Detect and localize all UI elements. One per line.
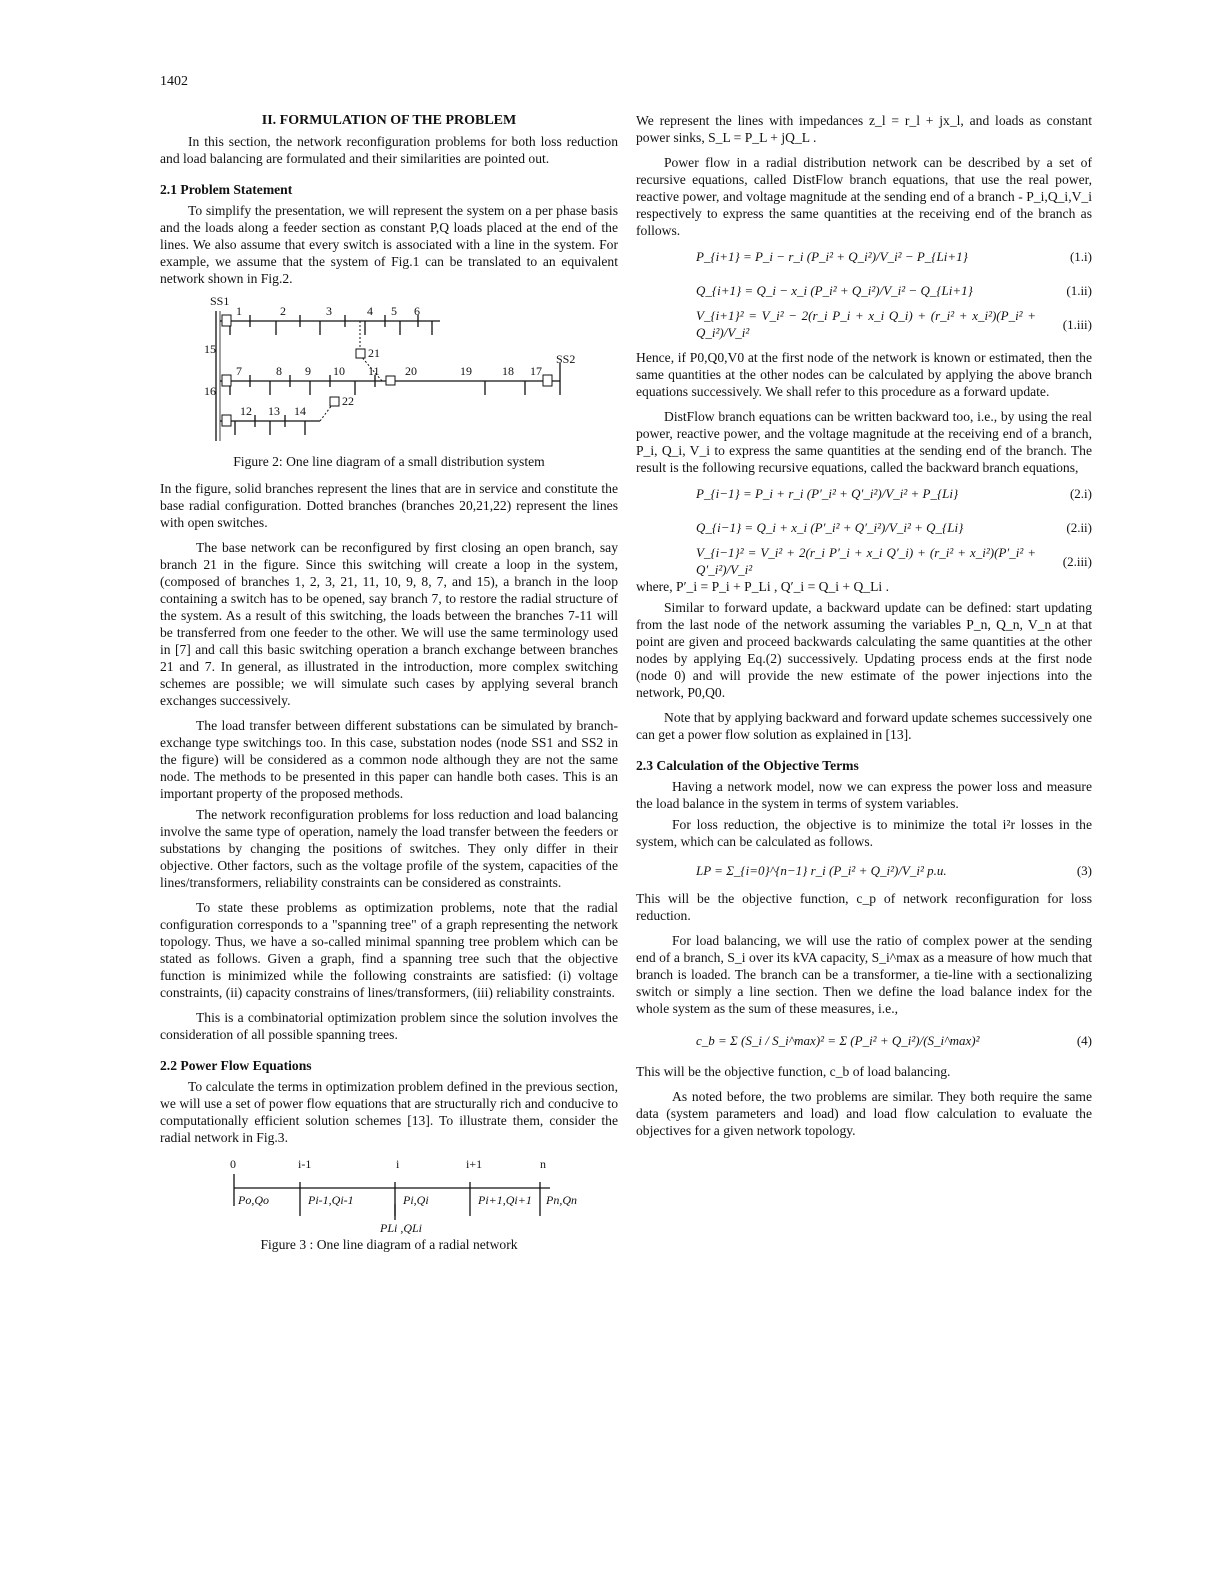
right-column [636,112,1092,1139]
equation-3 [636,850,1092,890]
fig3-flow-i+1: Pi+1,Qi+1 [478,1193,532,1207]
subsection-2-3-title: 2.3 Calculation of the Objective Terms [636,758,859,773]
impedance-paragraph: We represent the lines with impedances z_l = r_l + jx_l, and loads as constant power sinks, S_L = P_L + jQ_L . [636,113,1092,145]
subsection-2-2-title: 2.2 Power Flow Equations [160,1058,312,1073]
fig2-label-14: 14 [294,404,306,418]
section-title: II. FORMULATION OF THE PROBLEM [261,113,517,128]
backward-update-paragraph: Similar to forward update, a backward update can be defined: start updating from the last node of the network assuming the variables P_n, Q_n, V_n at that point are given and proceed backwards calculating the same quantities at the other nodes by applying Eq.(2) successively. Updating process ends at the first node (node 0) and will provide the new estimate of the power injections into the network, P0,Q0. [636,600,1092,700]
where-definition: where, P′_i = P_i + P_Li , Q′_i = Q_i + Q_Li . [636,579,889,594]
fig2-label-18: 18 [502,364,514,378]
network-reconfiguration-paragraph: The network reconfiguration problems for loss reduction and load balancing involve the same type of operation, namely the load transfer between the feeders or substations by changing the positions of switches. They only differ in their objective. Other factors, such as the voltage profile of the system, capacities of the lines/transformers, reliability constraints can be considered as constraints. [160,807,618,890]
fig2-label-16: 16 [204,384,216,398]
fig2-label-3: 3 [326,304,332,318]
fig3-flow-n: Pn,Qn [546,1193,577,1207]
equation-2i-number: (2.i) [1069,485,1092,501]
fig2-label-7: 7 [236,364,242,378]
equation-1iii-body: V_{i+1}² = V_i² − 2(r_i P_i + x_i Q_i) + (r_i² + x_i²)(P_i² + Q_i²)/V_i² [696,308,1036,340]
equation-1iii-number: (1.iii) [1062,316,1092,332]
loss-objective-paragraph: This will be the objective function, c_p of network reconfiguration for loss reduction. [636,891,1092,923]
equation-1ii-body: Q_{i+1} = Q_i − x_i (P_i² + Q_i²)/V_i² − Q_{Li+1} [696,282,973,298]
equation-4-body: c_b = Σ (S_i / S_i^max)² = Σ (P_i² + Q_i²)/(S_i^max)² [696,1032,980,1048]
fig3-node-i-1: i-1 [298,1157,312,1171]
fig2-label-2: 2 [280,304,286,318]
power-flow-solution-paragraph: Note that by applying backward and forward update schemes successively one can get a power flow solution as explained in [13]. [636,710,1092,742]
equation-1ii [636,273,1092,307]
fig2-label-ss1: SS1 [210,294,230,308]
fig3-node-n: n [540,1157,546,1171]
problem-statement-paragraph: To simplify the presentation, we will represent the system on a per phase basis and the loads along a feeder section as constant P,Q loads placed at the end of the lines. We also assume that every switch is associated with a line in the system. For example, we assume that the system of Fig.1 can be translated to an equivalent network shown in Fig.2. [160,203,618,286]
fig3-node-0: 0 [230,1157,236,1171]
fig3-flow-0: Po,Qo [238,1193,269,1207]
fig2-label-15: 15 [204,342,216,356]
fig2-label-22: 22 [342,394,354,408]
conclusion-paragraph: As noted before, the two problems are similar. They both require the same data (system parameters and load) and load flow calculation to evaluate the objectives for a given network topology. [636,1089,1092,1138]
intro-paragraph: In this section, the network reconfiguration problems for both loss reduction and load balancing are formulated and their similarities are pointed out. [160,134,618,166]
equation-1ii-number: (1.ii) [1066,282,1092,298]
equation-2iii-body: V_{i−1}² = V_i² + 2(r_i P′_i + x_i Q′_i) + (r_i² + x_i²)(P′_i² + Q′_i²)/V_i² [696,545,1036,577]
equation-3-number: (3) [1076,862,1092,878]
figure-2-diagram [160,291,618,453]
figure-2-description: In the figure, solid branches represent the lines that are in service and constitute the base radial configuration. Dotted branches (branches 20,21,22) represent the lines with open switches. [160,481,618,530]
power-flow-paragraph: To calculate the terms in optimization problem defined in the previous section, we will use a set of power flow equations that are structurally rich and conducive to computationally efficient solution schemes [13]. To illustrate them, consider the radial network in Fig.3. [160,1079,618,1145]
equation-1i [636,239,1092,273]
fig2-label-13: 13 [268,404,280,418]
fig2-label-21: 21 [368,346,380,360]
network-model-paragraph: Having a network model, now we can express the power loss and measure the load balance in the system in terms of system variables. [636,779,1092,811]
left-column [160,112,618,1253]
equation-3-body: LP = Σ_{i=0}^{n−1} r_i (P_i² + Q_i²)/V_i² p.u. [696,862,947,878]
fig2-label-6: 6 [414,304,420,318]
combinatorial-paragraph: This is a combinatorial optimization problem since the solution involves the consideration of all possible spanning trees. [160,1010,618,1042]
fig3-load-label: PLi ,QLi [380,1221,423,1235]
figure-2-caption: Figure 2: One line diagram of a small distribution system [233,454,545,469]
equation-4 [636,1017,1092,1063]
equation-2i [636,476,1092,510]
fig2-label-11: 11 [368,364,380,378]
figure-3-diagram [160,1154,618,1236]
fig2-label-17: 17 [530,364,542,378]
equation-2i-body: P_{i−1} = P_i + r_i (P′_i² + Q′_i²)/V_i² + P_{Li} [696,485,959,501]
subsection-2-1-title: 2.1 Problem Statement [160,182,293,197]
load-balancing-paragraph: For load balancing, we will use the ratio of complex power at the sending end of a branch, S_i over its kVA capacity, S_i^max as a measure of how much that branch is loaded. The branch can be a transformer, a tie-line with a sectionalizing switch or simply a line section. Then we define the load balance index for the whole system as the sum of these measures, i.e., [636,933,1092,1016]
figure-3-caption: Figure 3 : One line diagram of a radial network [260,1237,518,1252]
loss-reduction-paragraph: For loss reduction, the objective is to minimize the total i²r losses in the system, which can be calculated as follows. [636,817,1092,849]
fig2-label-1: 1 [236,304,242,318]
equation-1i-number: (1.i) [1069,248,1092,264]
fig2-label-8: 8 [276,364,282,378]
optimization-statement-paragraph: To state these problems as optimization problems, note that the radial configuration corresponds to a "spanning tree" of a graph representing the network topology. Thus, we have a so-called minimal spanning tree problem which can be stated as follows. Given a graph, find a spanning tree such that the objective function is minimized while the following constraints are satisfied: (i) voltage constraints, (ii) capacity constrains of lines/transformers, (iii) reliability constraints. [160,900,618,1000]
fig3-node-i: i [396,1157,400,1171]
equation-2iii-number: (2.iii) [1062,553,1092,569]
equation-2iii [636,544,1092,578]
load-balance-objective-paragraph: This will be the objective function, c_b of load balancing. [636,1064,951,1079]
equation-2ii-number: (2.ii) [1066,519,1092,535]
forward-update-paragraph: Hence, if P0,Q0,V0 at the first node of the network is known or estimated, then the same quantities at the other nodes can be calculated by applying the above branch equations successively. We shall refer to this procedure as a forward update. [636,350,1092,399]
fig3-node-i+1: i+1 [466,1157,483,1171]
fig2-label-20: 20 [405,364,417,378]
equation-4-number: (4) [1076,1032,1092,1048]
equation-1iii [636,307,1092,341]
equation-2ii [636,510,1092,544]
fig2-label-12: 12 [240,404,252,418]
fig2-label-4: 4 [367,304,373,318]
load-transfer-paragraph: The load transfer between different substations can be simulated by branch-exchange type switchings too. In this case, substation nodes (node SS1 and SS2 in the figure) will be considered as a common node although they are not the same node. The methods to be presented in this paper can handle both cases. This is an important property of the proposed methods. [160,718,618,801]
fig2-label-5: 5 [391,304,397,318]
fig2-label-10: 10 [333,364,345,378]
fig3-flow-i-1: Pi-1,Qi-1 [308,1193,354,1207]
equation-1i-body: P_{i+1} = P_i − r_i (P_i² + Q_i²)/V_i² − P_{Li+1} [696,248,968,264]
fig2-label-19: 19 [460,364,472,378]
distflow-paragraph: Power flow in a radial distribution network can be described by a set of recursive equations, called DistFlow branch equations, that use the real power, reactive power, and voltage magnitude at the sending end of a branch - P_i,Q_i,V_i respectively to express the same quantities at the receiving end of the branch as follows. [636,155,1092,238]
page-number: 1402 [160,74,188,89]
fig2-label-ss2: SS2 [556,352,576,366]
backward-equations-paragraph: DistFlow branch equations can be written backward too, i.e., by using the real power, reactive power, and the voltage magnitude at the receiving end of a branch, P_i, Q_i, V_i to express the same quantities at the sending end of the branch. The result is the following recursive equations, called the backward branch equations, [636,409,1092,475]
fig3-flow-i: Pi,Qi [403,1193,429,1207]
base-network-paragraph: The base network can be reconfigured by first closing an open branch, say branch 21 in the figure. Since this switching will create a loop in the system, (composed of branches 1, 2, 3, 21, 11, 10, 9, 8, 7, and 15), a branch in the loop containing a switch has to be opened, say branch 7, to restore the radial structure of the system. As a result of this switching, the loads between the branches 7-11 will be transferred from one feeder to the other. We will use the same terminology used in [7] and call this basic switching operation a branch exchange between branches 21 and 7. In general, as illustrated in the introduction, more complex switching schemes are possible; we will simulate such cases by applying several branch exchanges successively. [160,540,618,708]
equation-2ii-body: Q_{i−1} = Q_i + x_i (P′_i² + Q′_i²)/V_i² + Q_{Li} [696,519,964,535]
fig2-label-9: 9 [305,364,311,378]
